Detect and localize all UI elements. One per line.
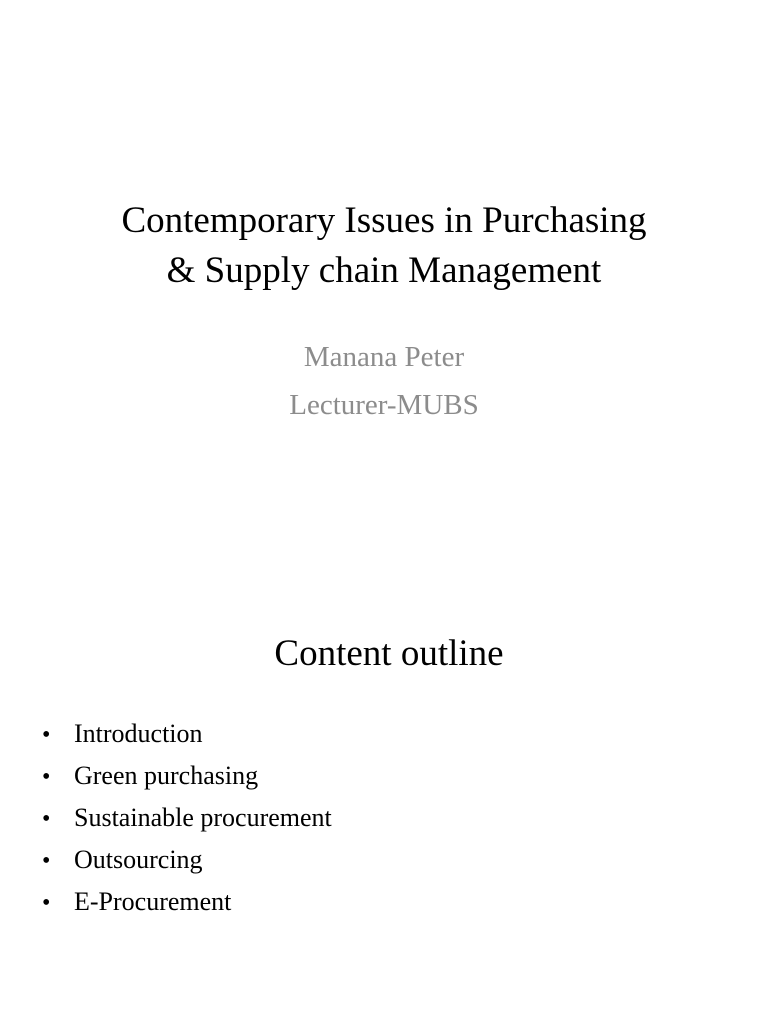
list-item (42, 797, 332, 839)
list-item-text-e-procurement: E-Procurement (74, 887, 232, 916)
slide-title-line-2: & Supply chain Management (166, 250, 602, 291)
outline-heading: Content outline (274, 633, 504, 674)
slide-subtitle (0, 333, 768, 429)
bullet-icon: • (42, 890, 51, 916)
list-item (42, 755, 332, 797)
list-item (42, 881, 332, 923)
bullet-icon: • (42, 806, 51, 832)
presenter-role: Lecturer-MUBS (289, 389, 479, 421)
list-item-text-sustainable-procurement: Sustainable procurement (74, 803, 332, 832)
bullet-icon: • (42, 848, 51, 874)
slide-title (0, 196, 768, 296)
slide-title-line-1: Contemporary Issues in Purchasing (121, 200, 647, 241)
list-item-text-outsourcing: Outsourcing (74, 845, 203, 874)
presenter-name: Manana Peter (303, 341, 465, 373)
list-item-text-green-purchasing: Green purchasing (74, 761, 259, 790)
bullet-icon: • (42, 722, 51, 748)
list-item (42, 839, 332, 881)
outline-slide (0, 512, 768, 1024)
outline-list (42, 713, 332, 923)
list-item-text-introduction: Introduction (74, 719, 203, 748)
list-item (42, 713, 332, 755)
bullet-icon: • (42, 764, 51, 790)
